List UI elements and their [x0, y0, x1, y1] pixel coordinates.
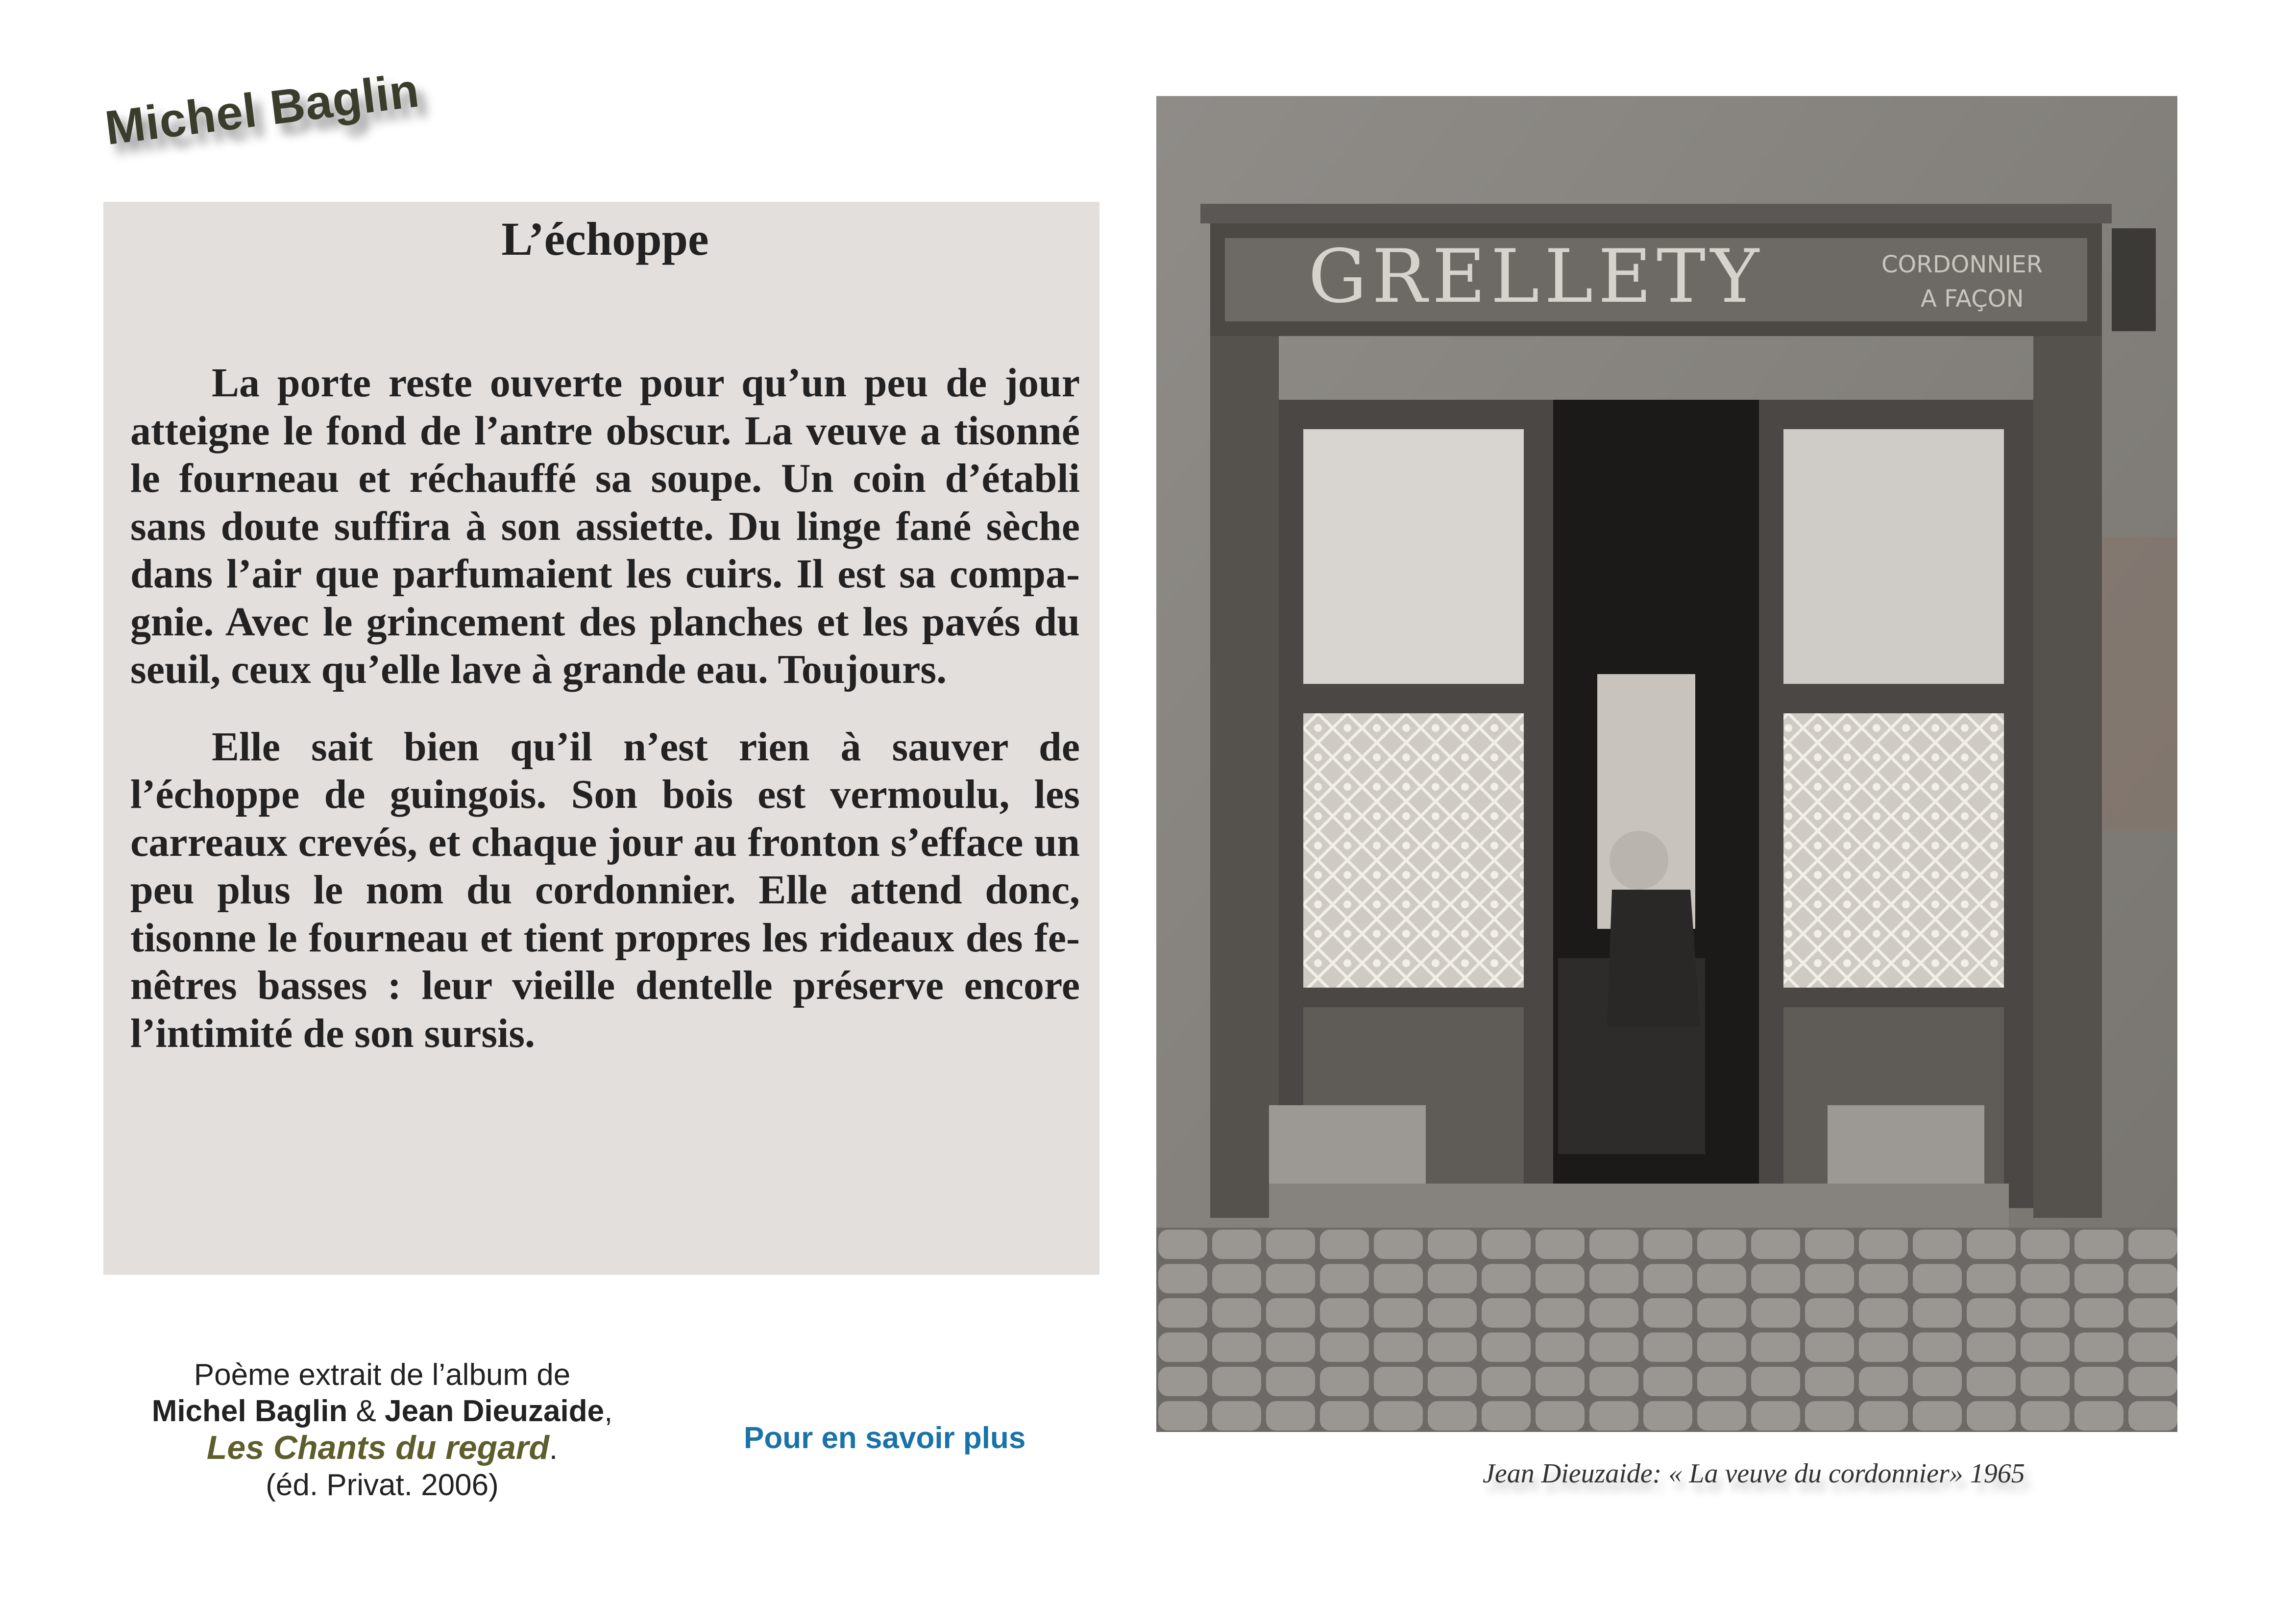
- sign-name: GRELLETY: [1308, 234, 1764, 319]
- source-period: .: [549, 1432, 558, 1466]
- source-edition: (éd. Privat. 2006): [266, 1468, 499, 1502]
- source-album: Les Chants du regard: [206, 1429, 549, 1466]
- source-line1: Poème extrait de l’album de: [194, 1358, 571, 1392]
- sign-trade-line2: A FAÇON: [1921, 285, 2024, 313]
- poem-paragraph-1: La porte reste ouverte pour qu’un peu de jour atteigne le fond de l’antre obscur. La veuve a tisonné le fourneau et réchauffé sa soupe. Un coin d’établi sans doute suffira à son assiette. Du linge fané sèche dans l’air que parfumaient les cuirs. Il est sa compagnie. Avec le grincement des planches et les pavés du seuil, ceux qu’elle lave à grande eau. Toujours.: [130, 360, 1080, 692]
- source-comma: ,: [604, 1394, 613, 1428]
- source-authors: [88, 1393, 676, 1430]
- poem-title: L’échoppe: [501, 213, 709, 265]
- poem-paragraph-2: Elle sait bien qu’il n’est rien à sauver de l’échoppe de guingois. Son bois est vermoulu, les carreaux crevés, et chaque jour au fronton s’efface un peu plus le nom du cordonnier. Elle attend donc, tisonne le fourneau et tient propres les rideaux des fenêtres basses : leur vieille dentelle préserve encore l’intimité de son sursis.: [130, 724, 1080, 1056]
- source-amp: &: [347, 1394, 385, 1428]
- more-info-link[interactable]: Pour en savoir plus: [744, 1421, 1026, 1455]
- author-header: Michel Baglin: [102, 63, 422, 155]
- source-credit: [88, 1357, 676, 1503]
- source-author2: Jean Dieuzaide: [385, 1394, 605, 1428]
- poem-box: [103, 202, 1099, 1275]
- photo-caption: Jean Dieuzaide: « La veuve du cordonnier» 1965: [1483, 1458, 2025, 1489]
- source-author1: Michel Baglin: [151, 1394, 348, 1428]
- sign-trade-line1: CORDONNIER: [1881, 251, 2043, 278]
- source-album-line: [88, 1430, 676, 1467]
- photograph-shop-front: [1156, 96, 2177, 1432]
